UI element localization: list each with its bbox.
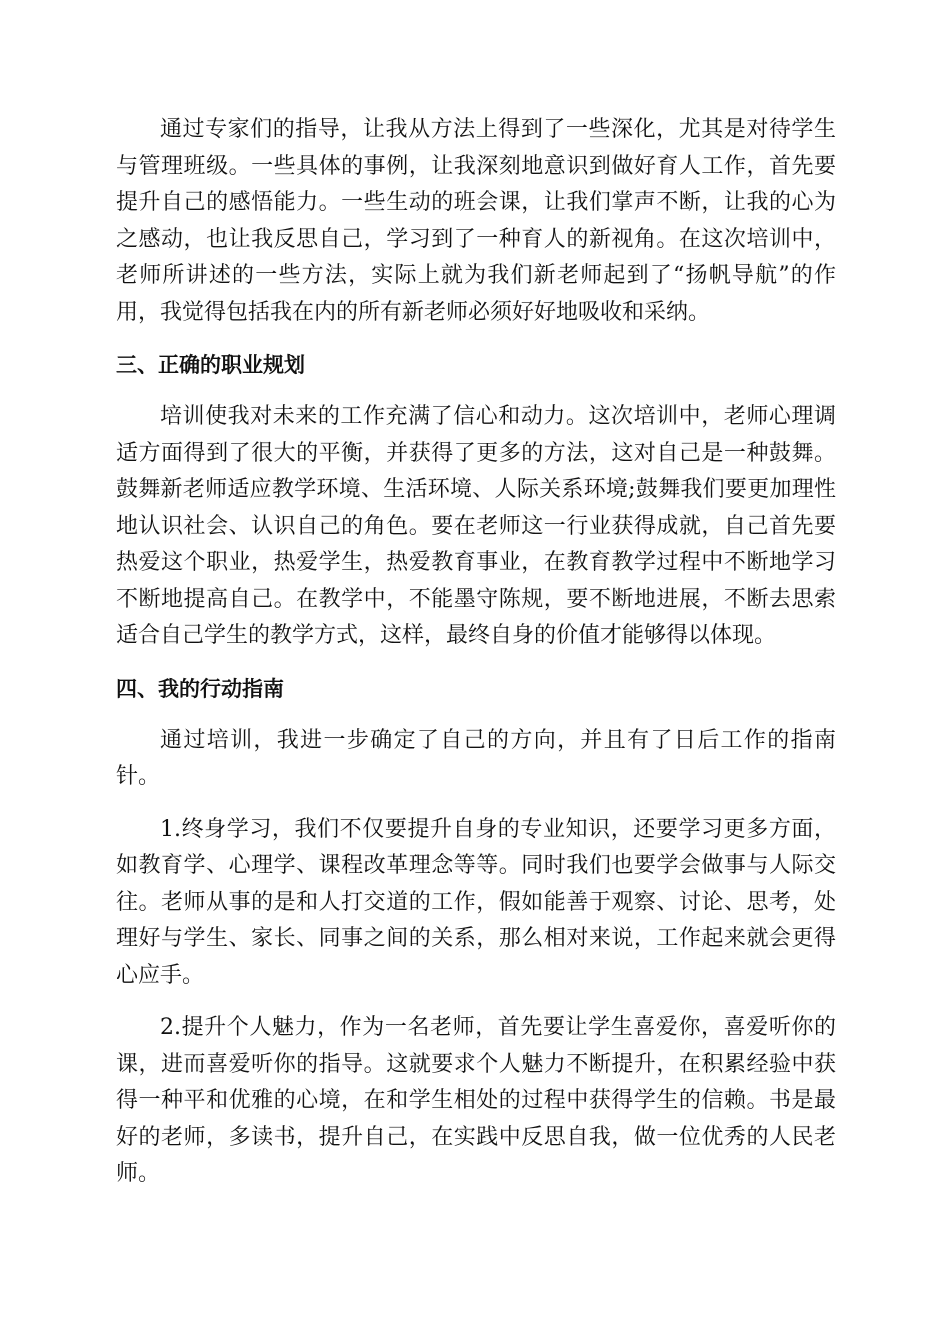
- list-item-personal-charm: 2.提升个人魅力，作为一名老师，首先要让学生喜爱你，喜爱听你的课，进而喜爱听你的指导。这就要求个人魅力不断提升，在积累经验中获得一种平和优雅的心境，在和学生相处的过程中获得学生的信赖。书是最好的老师，多读书，提升自己，在实践中反思自我，做一位优秀的人民老师。: [116, 1015, 836, 1186]
- section-heading-career-planning: 三、正确的职业规划: [116, 353, 305, 377]
- paragraph-expert-guidance: 通过专家们的指导，让我从方法上得到了一些深化，尤其是对待学生与管理班级。一些具体的事例，让我深刻地意识到做好育人工作，首先要提升自己的感悟能力。一些生动的班会课，让我们掌声不断，让我的心为之感动，也让我反思自己，学习到了一种育人的新视角。在这次培训中，老师所讲述的一些方法，实际上就为我们新老师起到了“扬帆导航”的作用，我觉得包括我在内的所有新老师必须好好地吸收和采纳。: [116, 117, 836, 325]
- list-item-lifelong-learning: 1.终身学习，我们不仅要提升自身的专业知识，还要学习更多方面，如教育学、心理学、课程改革理念等等。同时我们也要学会做事与人际交往。老师从事的是和人打交道的工作，假如能善于观察、讨论、思考，处理好与学生、家长、同事之间的关系，那么相对来说，工作起来就会更得心应手。: [116, 816, 836, 988]
- section-heading-action-guide: 四、我的行动指南: [116, 676, 284, 701]
- paragraph-training-confidence: 培训使我对未来的工作充满了信心和动力。这次培训中，老师心理调适方面得到了很大的平衡，并获得了更多的方法，这对自己是一种鼓舞。鼓舞新老师适应教学环境、生活环境、人际关系环境;鼓舞我们要更加理性地认识社会、认识自己的角色。要在老师这一行业获得成就，自己首先要热爱这个职业，热爱学生，热爱教育事业，在教育教学过程中不断地学习不断地提高自己。在教学中，不能墨守陈规，要不断地进展，不断去思索适合自己学生的教学方式，这样，最终自身的价值才能够得以体现。: [116, 404, 836, 648]
- document-body: [116, 112, 836, 1193]
- paragraph-direction: 通过培训，我进一步确定了自己的方向，并且有了日后工作的指南针。: [116, 727, 836, 789]
